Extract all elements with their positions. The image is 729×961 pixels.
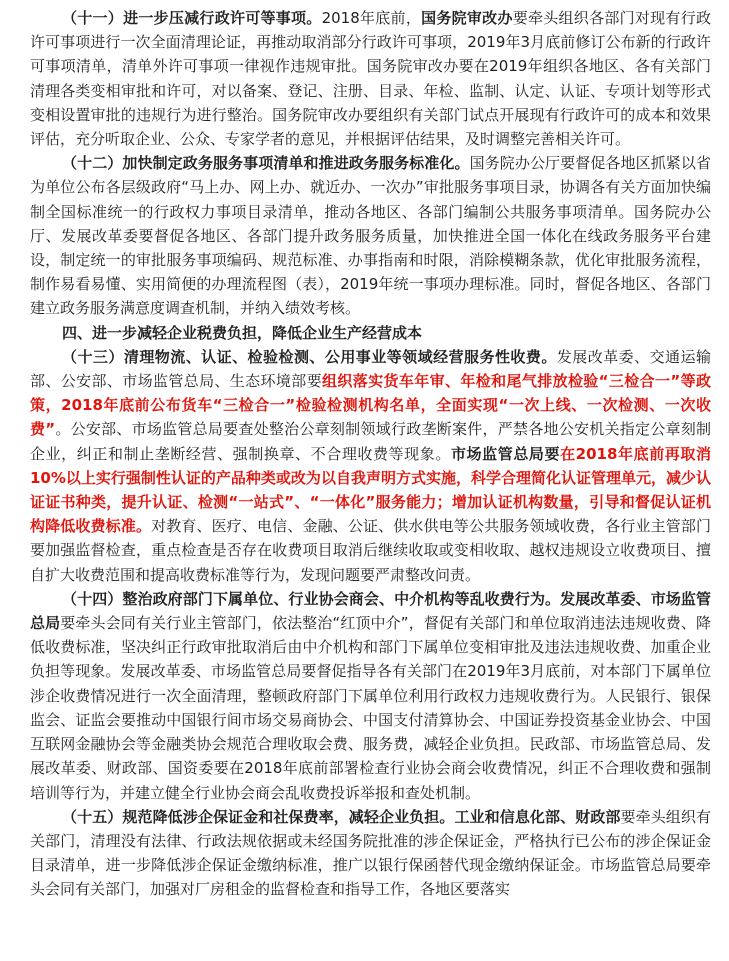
body-text: 对教育、医疗、电信、金融、公证、供水供电等公共服务领域收费，各行业主管部门要加强监督检查，重点检查是否存在收费项目取消后继续收取或变相收取、越权违规设立收费项目、擅自扩大收费范围和提高收费标准等行为，发现问题要严肃整改问责。: [30, 517, 711, 584]
body-text: 。公安部、市场监管总局要查处整治公章刻制领域行政垄断案件，严禁各地公安机关指定公章刻制企业，纠正和制止垄断经营、强制换章、不合理收费等现象。: [30, 420, 712, 463]
bold-text: （十二）加快制定政务服务事项清单和推进政务服务标准化。: [62, 154, 470, 173]
bold-text: 四、进一步减轻企业税费负担，降低企业生产经营成本: [62, 323, 423, 342]
body-text: 2018年底前，: [321, 9, 422, 27]
bold-text: （十五）规范降低涉企保证金和社保费率，减轻企业负担。工业和信息化部、财政部: [62, 807, 621, 826]
bold-text: 市场监管总局要: [450, 444, 561, 463]
bold-text: （十三）清理物流、认证、检验检测、公用事业等领域经营服务性收费。: [62, 347, 557, 366]
paragraph-item-14: [30, 587, 711, 805]
body-text: 要牵头组织有关部门，清理没有法律、行政法规依据或未经国务院批准的涉企保证金，严格执行已公布的涉企保证金目录清单，进一步降低涉企保证金缴纳标准，推广以银行保函替代现金缴纳保证金。市场监管总局要牵头会同有关部门，加强对厂房租金的监督检查和指导工作，各地区要落实: [30, 807, 711, 899]
bold-text: （十四）整治政府部门下属单位、行业协会商会、中介机构等乱收费行为。发展改革委、市场监管总局: [30, 589, 711, 633]
body-text: 国务院办公厅要督促各地区抓紧以省为单位公布各层级政府“马上办、网上办、就近办、一次办”审批服务事项目录，协调各有关方面加快编制全国标准统一的行政权力事项目录清单，推动各地区、各部门编制公共服务事项清单。国务院办公厅、发展改革委要督促各地区、各部门提升政务服务质量，加快推进全国一体化在线政务服务平台建设，制定统一的审批服务事项编码、规范标准、办事指南和时限，消除模糊条款，优化审批服务流程，制作易看易懂、实用简便的办理流程图（表），2019年统一事项办理标准。同时，督促各地区、各部门建立政务服务满意度调查机制，并纳入绩效考核。: [30, 154, 711, 318]
body-text: 要牵头组织各部门对现有行政许可事项进行一次全面清理论证，再推动取消部分行政许可事项，2019年3月底前修订公布新的行政许可事项清单，清单外许可事项一律视作违规审批。国务院审改办要在2019年组织各地区、各有关部门清理各类变相审批和许可，对以备案、登记、注册、目录、年检、监制、认定、认证、专项计划等形式变相设置审批的违规行为进行整治。国务院审改办要组织有关部门试点开展现有行政许可的成本和效果评估，充分听取企业、公众、专家学者的意见，并根据评估结果，及时调整完善相关许可。: [30, 9, 711, 149]
bold-text: （十一）进一步压减行政许可等事项。: [62, 9, 322, 27]
paragraph-item-12: [30, 151, 711, 320]
body-text: 要牵头会同有关行业主管部门，依法整治“红顶中介”，督促有关部门和单位取消违法违规收费、降低收费标准，坚决纠正行政审批取消后由中介机构和部门下属单位变相审批及违法违规收费、加重企业负担等现象。发展改革委、市场监管总局要督促指导各有关部门在2019年3月底前，对本部门下属单位涉企收费情况进行一次全面清理，整顿政府部门下属单位利用行政权力违规收费行为。人民银行、银保监会、证监会要推动中国银行间市场交易商协会、中国支付清算协会、中国证券投资基金业协会、中国互联网金融协会等金融类协会规范合理收取会费、服务费，减轻企业负担。民政部、市场监管总局、发展改革委、财政部、国资委要在2018年底前部署检查行业协会商会收费情况，纠正不合理收费和强制培训等行为，并建立健全行业协会商会乱收费投诉举报和查处机制。: [30, 614, 711, 802]
body-text: 发展改革委、交通运输部、公安部、市场监管总局、生态环境部要: [30, 347, 711, 391]
bold-text: 国务院审改办: [421, 9, 513, 27]
highlighted-text: 在2018年底前再取消10%以上实行强制性认证的产品种类或改为以自我声明方式实施，科学合理简化认证管理单元，减少认证证书种类，提升认证、检测“一站式”、“一体化”服务能力；增加认证机构数量，引导和督促认证机构降低收费标准。: [30, 444, 711, 536]
highlighted-text: 组织落实货车年审、年检和尾气排放检验“三检合一”等政策，2018年底前公布货车“三检合一”检验检测机构名单，全面实现“一次上线、一次检测、一次收费”: [30, 372, 711, 439]
paragraph-item-15: [30, 805, 711, 902]
paragraph-item-11: [30, 6, 711, 151]
section-heading-4: [30, 321, 711, 345]
paragraph-item-13: [30, 345, 711, 587]
